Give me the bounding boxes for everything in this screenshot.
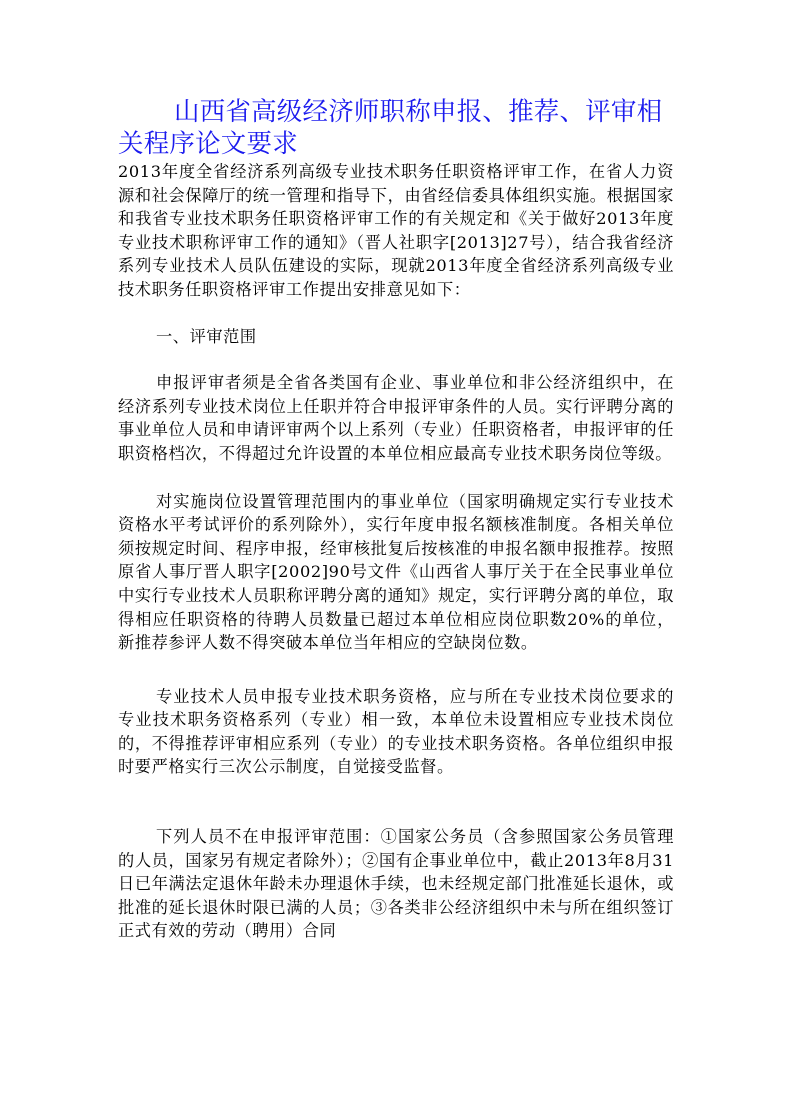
body-paragraph: 下列人员不在申报评审范围：①国家公务员（含参照国家公务员管理的人员，国家另有规定者除外）；②国有企事业单位中，截止2013年8月31日已年满法定退休年龄未办理退休手续，也未经规定部门批准延长退休，或批准的延长退休时限已满的人员；③各类非公经济组织中未与所在组织签订正式有效的劳动（聘用）合同 xyxy=(118,827,674,941)
section-heading: 一、评审范围 xyxy=(156,326,257,346)
body-paragraph: 专业技术人员申报专业技术职务资格，应与所在专业技术岗位要求的专业技术职务资格系列（专业）相一致，本单位未设置相应专业技术岗位的，不得推荐评审相应系列（专业）的专业技术职务资格。各单位组织申报时要严格实行三次公示制度，自觉接受监督。 xyxy=(118,686,674,777)
document-page xyxy=(118,96,674,943)
body-paragraph: 申报评审者须是全省各类国有企业、事业单位和非公经济组织中，在经济系列专业技术岗位上任职并符合申报评审条件的人员。实行评聘分离的事业单位人员和申请评审两个以上系列（专业）任职资格者，申报评审的任职资格档次，不得超过允许设置的本单位相应最高专业技术职务岗位等级。 xyxy=(118,373,674,463)
intro-paragraph: 2013年度全省经济系列高级专业技术职务任职资格评审工作，在省人力资源和社会保障厅的统一管理和指导下，由省经信委具体组织实施。根据国家和我省专业技术职务任职资格评审工作的有关规定和《关于做好2013年度专业技术职称评审工作的通知》（晋人社职字[2013]27号），结合我省经济系列专业技术人员队伍建设的实际，现就2013年度全省经济系列高级专业技术职务任职资格评审工作提出安排意见如下： xyxy=(118,162,674,299)
body-paragraph: 对实施岗位设置管理范围内的事业单位（国家明确规定实行专业技术资格水平考试评价的系列除外），实行年度申报名额核准制度。各相关单位须按规定时间、程序申报，经审核批复后按核准的申报名额申报推荐。按照原省人事厅晋人职字[2002]90号文件《山西省人事厅关于在全民事业单位中实行专业技术人员职称评聘分离的通知》规定，实行评聘分离的单位，取得相应任职资格的待聘人员数量已超过本单位相应岗位职数20%的单位，新推荐参评人数不得突破本单位当年相应的空缺岗位数。 xyxy=(118,491,674,653)
document-title: 山西省高级经济师职称申报、推荐、评审相关程序论文要求 xyxy=(118,97,663,159)
